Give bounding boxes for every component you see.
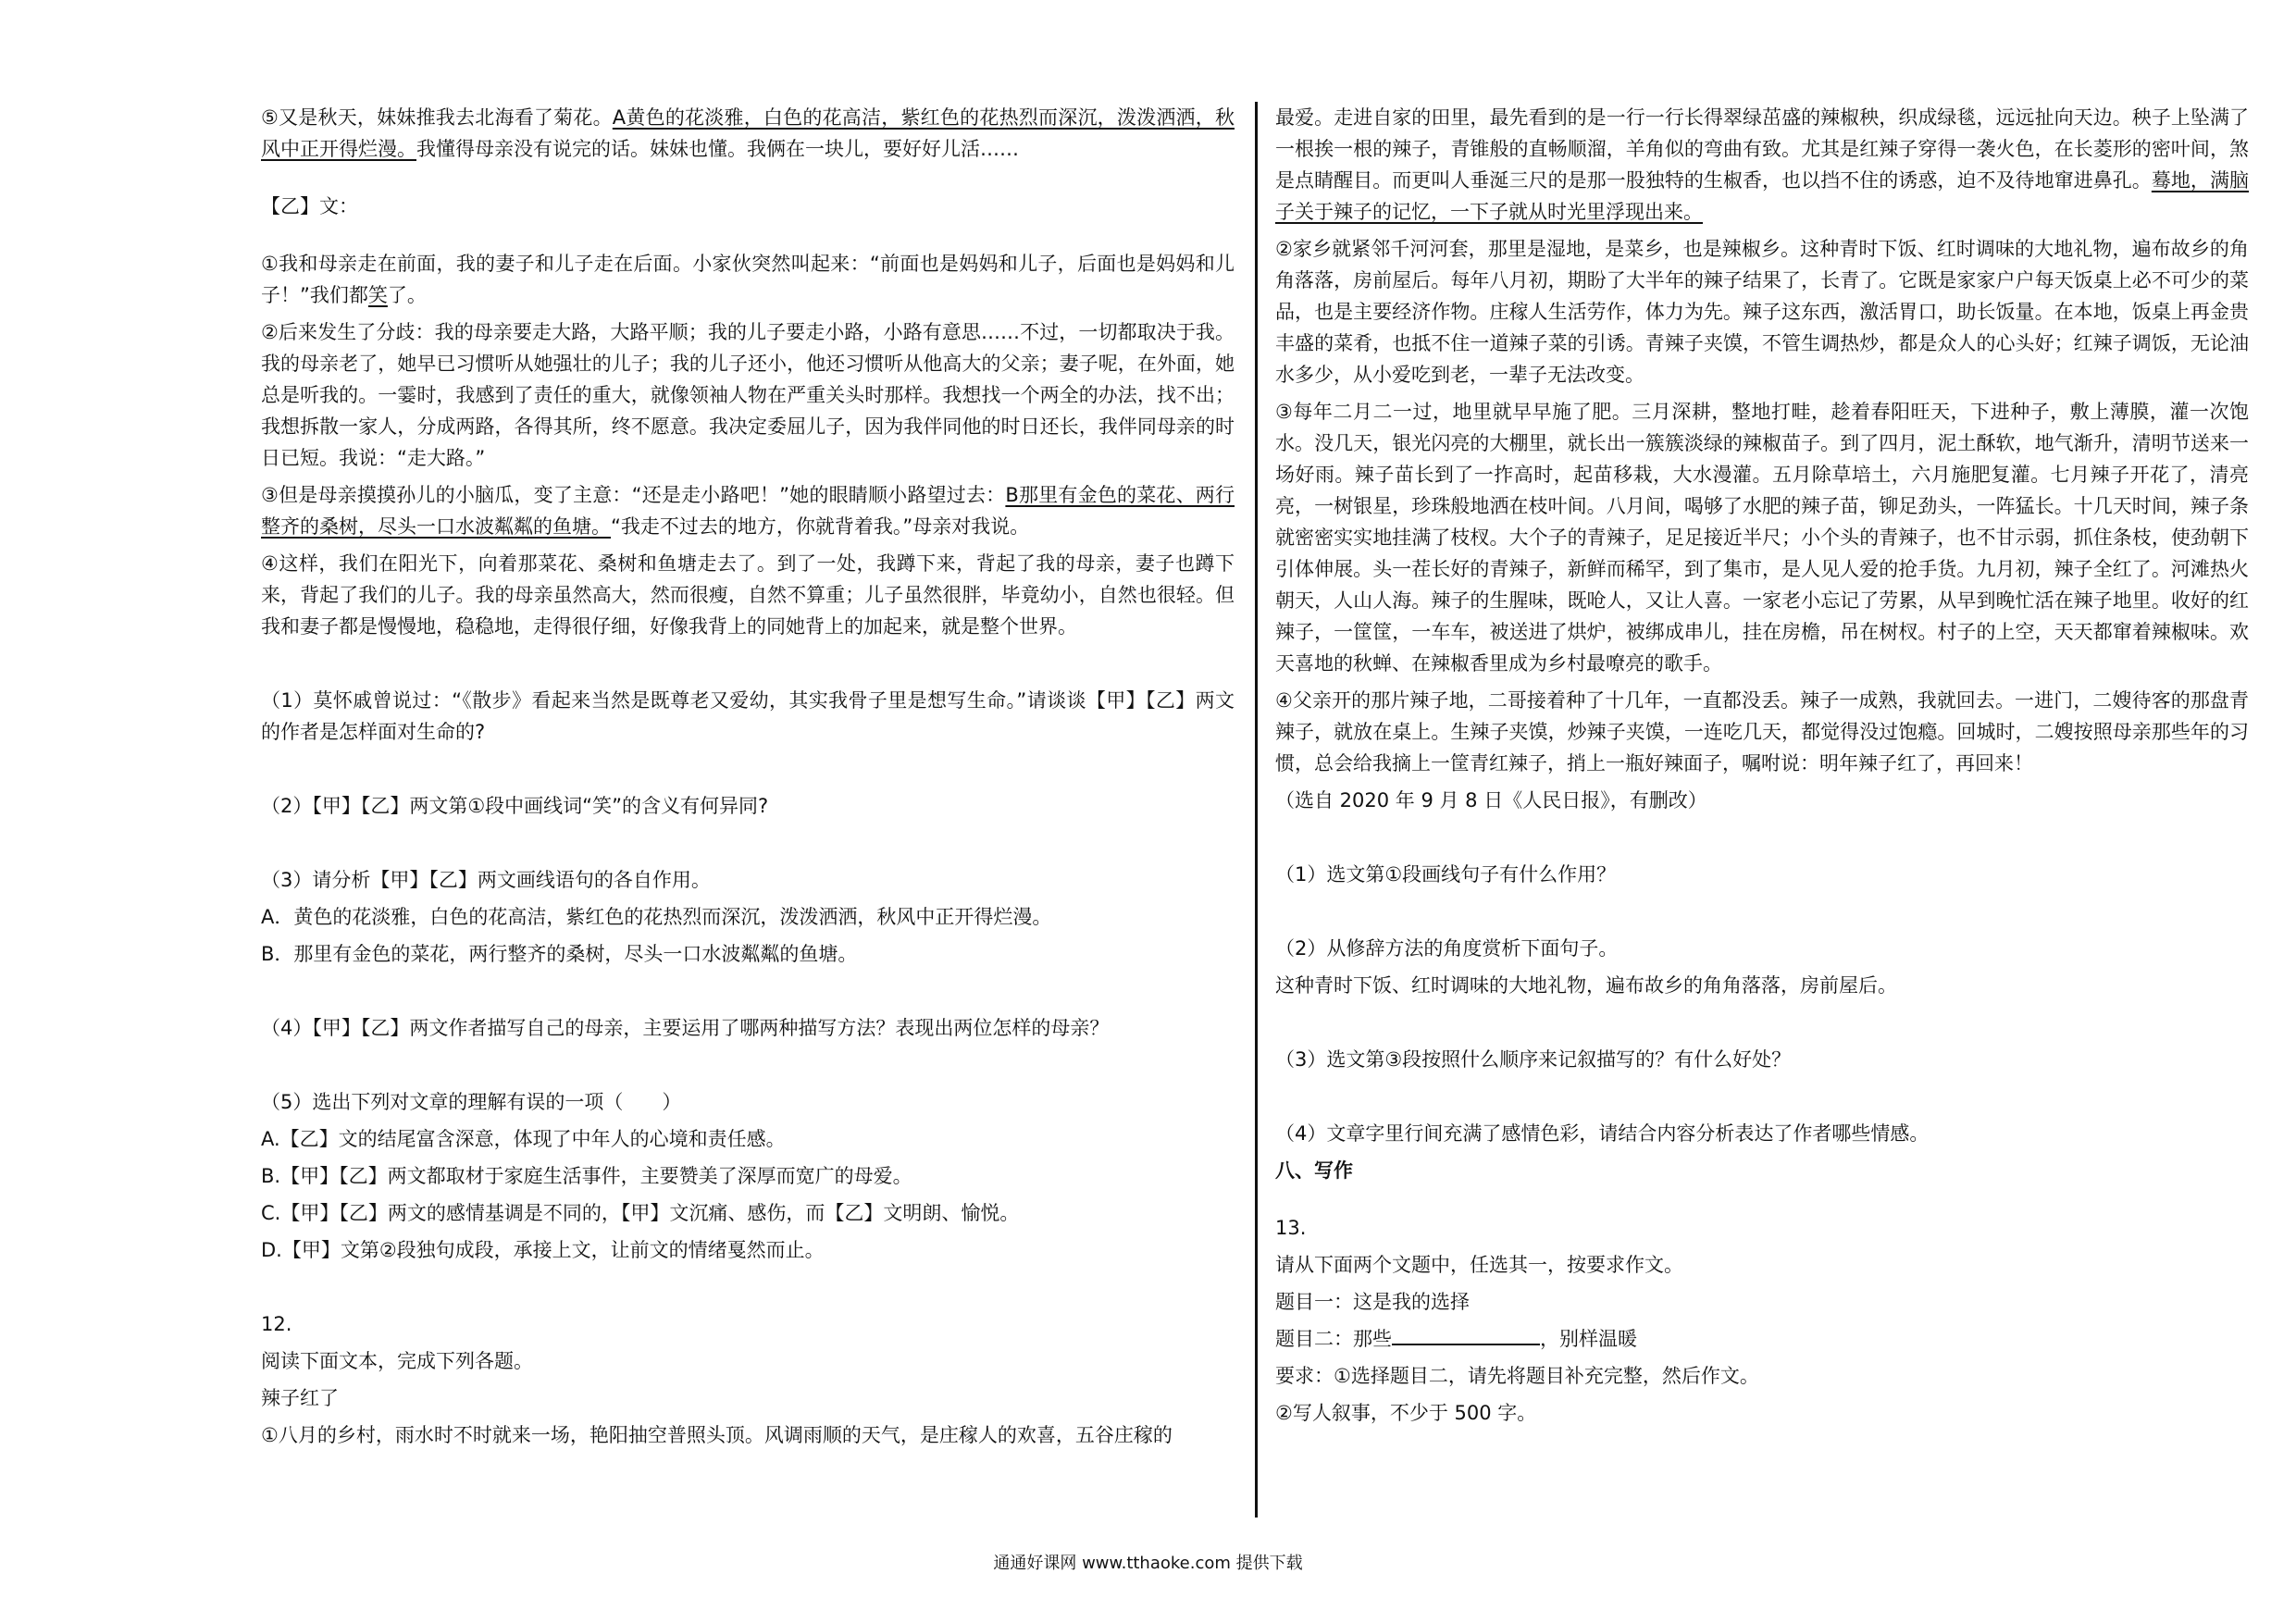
passage-paragraph-1-cont: 最爱。走进自家的田里，最先看到的是一行一行长得翠绿茁盛的辣椒秧，织成绿毯，远远扯向天边。秧子上坠满了一根挨一根的辣子，青锥般的直畅顺溜，羊角似的弯曲有致。尤其是红辣子穿得一袭火色，在长菱形的密叶间，煞是点睛醒目。而更叫人垂涎三尺的是那一股独特的生椒香，也以挡不住的诱惑，迫不及待地窜进鼻孔。蓦地，满脑子关于辣子的记忆，一下子就从时光里浮现出来。 <box>1275 106 2250 223</box>
passage-paragraph-2: ②家乡就紧邻千河河套，那里是湿地，是菜乡，也是辣椒乡。这种青时下饭、红时调味的大地礼物，遍布故乡的角角落落，房前屋后。每年八月初，期盼了大半年的辣子结果了，长青了。它既是家家户户每天饭桌上必不可少的菜品，也是主要经济作物。庄稼人生活劳作，体力为先。辣子这东西，激活胃口，助长饭量。在本地，饭桌上再金贵丰盛的菜肴，也抵不住一道辣子菜的引诱。青辣子夹馍，不管生调热炒，都是众人的心头好；红辣子调饭，无论油水多少，从小爱吃到老，一辈子无法改变。 <box>1275 238 2249 386</box>
question-5-option-c: C.【甲】【乙】两文的感情基调是不同的，【甲】文沉痛、感伤，而【乙】文明朗、愉悦。 <box>261 1202 1020 1224</box>
question-4: （4）【甲】【乙】两文作者描写自己的母亲，主要运用了哪两种描写方法？表现出两位怎样的母亲？ <box>261 1017 1110 1039</box>
underlined-word-xiao: 笑 <box>367 284 388 306</box>
question-3: （3）请分析【甲】【乙】两文画线语句的各自作用。 <box>261 869 711 891</box>
yi-paragraph-4: ④这样，我们在阳光下，向着那菜花、桑树和鱼塘走去了。到了一处，我蹲下来，背起了我的母亲，妻子也蹲下来，背起了我们的儿子。我的母亲虽然高大，然而很瘦，自然不算重；儿子虽然很胖，毕竟幼小，自然也很轻。但我和妻子都是慢慢地，稳稳地，走得很仔细，好像我背上的同她背上的加起来，就是整个世界。 <box>261 552 1235 638</box>
page-footer: 通通好课网 www.tthaoke.com 提供下载 <box>993 1554 1303 1573</box>
underlined-sentence-a: A黄色的花淡雅，白色的花高洁，紫红色的花热烈而深沉，泼泼洒洒，秋风中正开得烂漫。 <box>261 106 1235 160</box>
yi-paragraph-1: ①我和母亲走在前面，我的妻子和儿子走在后面。小家伙突然叫起来：“前面也是妈妈和儿子，后面也是妈妈和儿子！”我们都笑了。 <box>261 253 1235 306</box>
question-13-instruction: 请从下面两个文题中，任选其一，按要求作文。 <box>1275 1254 1683 1276</box>
question-12-instruction: 阅读下面文本，完成下列各题。 <box>261 1350 533 1372</box>
yi-paragraph-2: ②后来发生了分歧：我的母亲要走大路，大路平顺；我的儿子要走小路，小路有意思……不过，一切都取决于我。我的母亲老了，她早已习惯听从她强壮的儿子；我的儿子还小，他还习惯听从他高大的父亲；妻子呢，在外面，她总是听我的。一霎时，我感到了责任的重大，就像领袖人物在严重关头时那样。我想找一个两全的办法，找不出；我想拆散一家人，分成两路，各得其所，终不愿意。我决定委屈儿子，因为我伴同他的时日还长，我伴同母亲的时日已短。我说：“走大路。” <box>261 321 1235 469</box>
underlined-sentence-passage: 蓦地，满脑子关于辣子的记忆，一下子就从时光里浮现出来。 <box>1275 169 2250 223</box>
passage-source: （选自 2020 年 9 月 8 日《人民日报》，有删改） <box>1275 789 1707 812</box>
question-3-option-b: B．那里有金色的菜花，两行整齐的桑树，尽头一口水波粼粼的鱼塘。 <box>261 943 858 965</box>
question-number-12: 12. <box>261 1313 292 1335</box>
question-3-option-a: A．黄色的花淡雅，白色的花高洁，紫红色的花热烈而深沉，泼泼洒洒，秋风中正开得烂漫。 <box>261 906 1052 928</box>
essay-topic-1: 题目一：这是我的选择 <box>1275 1291 1470 1313</box>
jia-paragraph-5: ⑤又是秋天，妹妹推我去北海看了菊花。A黄色的花淡雅，白色的花高洁，紫红色的花热烈而深沉，泼泼洒洒，秋风中正开得烂漫。我懂得母亲没有说完的话。妹妹也懂。我俩在一块儿，要好好儿活…… <box>261 106 1235 160</box>
fill-in-blank <box>1392 1323 1540 1345</box>
passage-paragraph-4: ④父亲开的那片辣子地，二哥接着种了十几年，一直都没丢。辣子一成熟，我就回去。一进门，二嫂待客的那盘青辣子，就放在桌上。生辣子夹馍，炒辣子夹馍，一连吃几天，都觉得没过饱瘾。回城时，二嫂按照母亲那些年的习惯，总会给我摘上一筐青红辣子，捎上一瓶好辣面子，嘱咐说：明年辣子红了，再回来！ <box>1275 689 2249 774</box>
column-divider <box>1255 102 1258 1518</box>
underlined-sentence-b: B那里有金色的菜花、两行整齐的桑树，尽头一口水波粼粼的鱼塘。 <box>261 484 1235 538</box>
question-1: （1）莫怀戚曾说过：“《散步》看起来当然是既尊老又爱幼，其实我骨子里是想写生命。”请谈谈【甲】【乙】两文的作者是怎样面对生命的? <box>261 689 1235 743</box>
essay-requirement-2: ②写人叙事，不少于 500 字。 <box>1275 1402 1537 1424</box>
question-5: （5）选出下列对文章的理解有误的一项（ ） <box>261 1091 682 1113</box>
passage-question-3: （3）选文第③段按照什么顺序来记叙描写的？有什么好处？ <box>1275 1048 1792 1071</box>
yi-heading: 【乙】文： <box>261 195 358 217</box>
passage-question-2-sentence: 这种青时下饭、红时调味的大地礼物，遍布故乡的角角落落，房前屋后。 <box>1275 974 1897 997</box>
question-number-13: 13. <box>1275 1217 1307 1239</box>
left-column <box>261 102 1235 1456</box>
passage-paragraph-3: ③每年二月二一过，地里就早早施了肥。三月深耕，整地打畦，趁着春阳旺天，下进种子，敷上薄膜，灌一次饱水。没几天，银光闪亮的大棚里，就长出一簇簇淡绿的辣椒苗子。到了四月，泥土酥软，地气渐升，清明节送来一场好雨。辣子苗长到了一拃高时，起苗移栽，大水漫灌。五月除草培土，六月施肥复灌。七月辣子开花了，清亮亮，一树银星，珍珠般地洒在枝叶间。八月间，喝够了水肥的辣子苗，铆足劲头，一阵猛长。十几天时间，辣子条就密密实实地挂满了枝杈。大个子的青辣子，足足接近半尺；小个头的青辣子，也不甘示弱，抓住条枝，使劲朝下引体伸展。头一茬长好的青辣子，新鲜而稀罕，到了集市，是人见人爱的抢手货。九月初，辣子全红了。河滩热火朝天，人山人海。辣子的生腥味，既呛人，又让人喜。一家老小忘记了劳累，从早到晚忙活在辣子地里。收好的红辣子，一筐筐，一车车，被送进了烘炉，被绑成串儿，挂在房檐，吊在树杈。村子的上空，天天都窜着辣椒味。欢天喜地的秋蝉、在辣椒香里成为乡村最嘹亮的歌手。 <box>1275 401 2249 675</box>
essay-topic-2: 题目二：那些 ，别样温暖 <box>1275 1323 2249 1355</box>
passage-question-4: （4）文章字里行间充满了感情色彩，请结合内容分析表达了作者哪些情感。 <box>1275 1122 1930 1145</box>
passage-title: 辣子红了 <box>261 1387 339 1409</box>
question-5-option-b: B.【甲】【乙】两文都取材于家庭生活事件，主要赞美了深厚而宽广的母爱。 <box>261 1165 912 1187</box>
yi-paragraph-3: ③但是母亲摸摸孙儿的小脑瓜，变了主意：“还是走小路吧！”她的眼睛顺小路望过去：B那里有金色的菜花、两行整齐的桑树，尽头一口水波粼粼的鱼塘。“我走不过去的地方，你就背着我。”母亲对我说。 <box>261 484 1235 538</box>
question-5-option-d: D.【甲】文第②段独句成段，承接上文，让前文的情绪戛然而止。 <box>261 1239 825 1261</box>
passage-paragraph-1-start: ①八月的乡村，雨水时不时就来一场，艳阳抽空普照头顶。风调雨顺的天气，是庄稼人的欢喜，五谷庄稼的 <box>261 1424 1173 1446</box>
section-heading-writing: 八、写作 <box>1275 1159 1353 1182</box>
right-column <box>1275 102 2249 1434</box>
essay-requirement-1: 要求：①选择题目二，请先将题目补充完整，然后作文。 <box>1275 1365 1759 1387</box>
passage-question-1: （1）选文第①段画线句子有什么作用？ <box>1275 863 1617 886</box>
passage-question-2: （2）从修辞方法的角度赏析下面句子。 <box>1275 937 1619 960</box>
question-5-option-a: A.【乙】文的结尾富含深意，体现了中年人的心境和责任感。 <box>261 1128 786 1150</box>
question-2: （2）【甲】【乙】两文第①段中画线词“笑”的含义有何异同? <box>261 795 769 817</box>
